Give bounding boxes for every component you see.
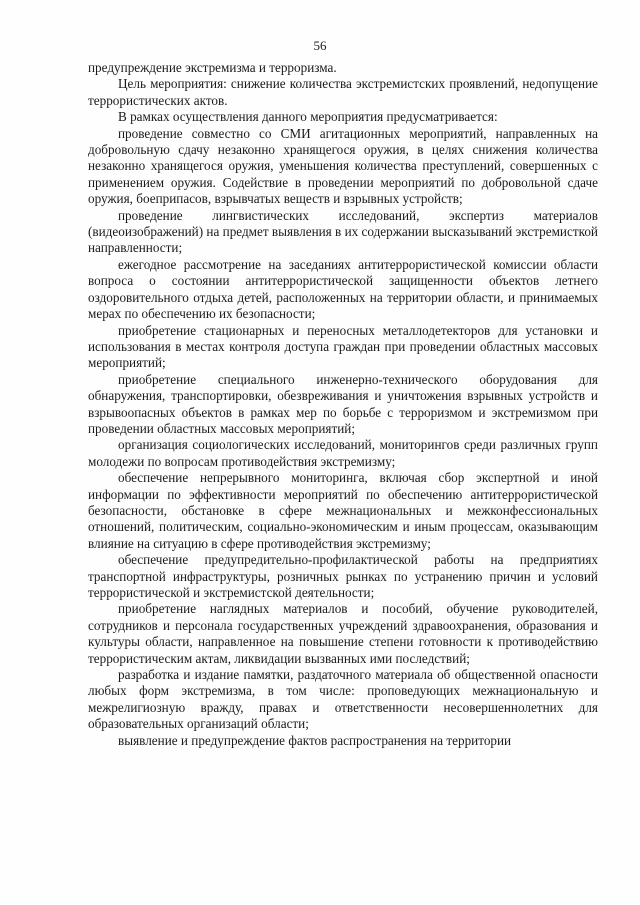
paragraph: Цель мероприятия: снижение количества экстремистских проявлений, недопущение террористических актов. — [88, 76, 598, 108]
paragraph: ежегодное рассмотрение на заседаниях антитеррористической комиссии области вопроса о состоянии антитеррористической защищенности объектов летнего оздоровительного отдыха детей, расположенных на территории области, и принимаемых мерах по обеспечению их безопасности; — [88, 256, 598, 322]
paragraph: проведение лингвистических исследований, экспертиз материалов (видеоизображений) на предмет выявления в их содержании высказываний экстремисткой направленности; — [88, 207, 598, 256]
paragraph: приобретение специального инженерно-технического оборудования для обнаружения, транспортировки, обезвреживания и уничтожения взрывных устройств и взрывоопасных объектов в рамках мер по борьбе с терроризмом и экстремизмом при проведении областных массовых мероприятий; — [88, 371, 598, 436]
paragraph: выявление и предупреждение фактов распространения на территории — [118, 732, 512, 748]
body-text — [88, 60, 598, 749]
paragraph: приобретение стационарных и переносных металлодетекторов для установки и использования в местах контроля доступа граждан при проведении областных массовых мероприятий; — [88, 322, 598, 371]
paragraph: организация социологических исследований, мониторингов среди различных групп молодежи по вопросам противодействия экстремизму; — [88, 437, 598, 469]
paragraph: В рамках осуществления данного мероприятия предусматривается: — [118, 109, 498, 125]
paragraph: предупреждение экстремизма и терроризма. — [88, 60, 337, 75]
page-number: 56 — [313, 38, 327, 53]
paragraph: обеспечение предупредительно-профилактической работы на предприятиях транспортной инфраструктуры, розничных рынках по устранению причин и условий террористической и экстремистской деятельности; — [88, 552, 598, 600]
paragraph: обеспечение непрерывного мониторинга, включая сбор экспертной и иной информации по эффективности мероприятий по обеспечению антитеррористической безопасности, обстановке в сфере межнациональных и межконфессиональных отношений, политическим, социально-экономическим и иным процессам, оказывающим влияние на ситуацию в сфере противодействия экстремизму; — [88, 470, 598, 551]
paragraph: приобретение наглядных материалов и пособий, обучение руководителей, сотрудников и персонала государственных учреждений здравоохранения, образования и культуры области, направленное на повышение степени готовности к противодействию террористическим актам, ликвидации вызванных ими последствий; — [88, 601, 598, 666]
paragraph: проведение совместно со СМИ агитационных мероприятий, направленных на добровольную сдачу незаконно хранящегося оружия, в целях снижения количества незаконно хранящегося оружия, уменьшения количества преступлений, совершенных с применением оружия. Содействие в проведении мероприятий по добровольной сдаче оружия, боеприпасов, взрывчатых веществ и взрывных устройств; — [88, 125, 598, 207]
paragraph: разработка и издание памятки, раздаточного материала об общественной опасности любых форм экстремизма, в том числе: проповедующих межнациональную и межрелигиозную вражду, правах и ответственности несовершеннолетних для образовательных организаций области; — [88, 667, 598, 732]
